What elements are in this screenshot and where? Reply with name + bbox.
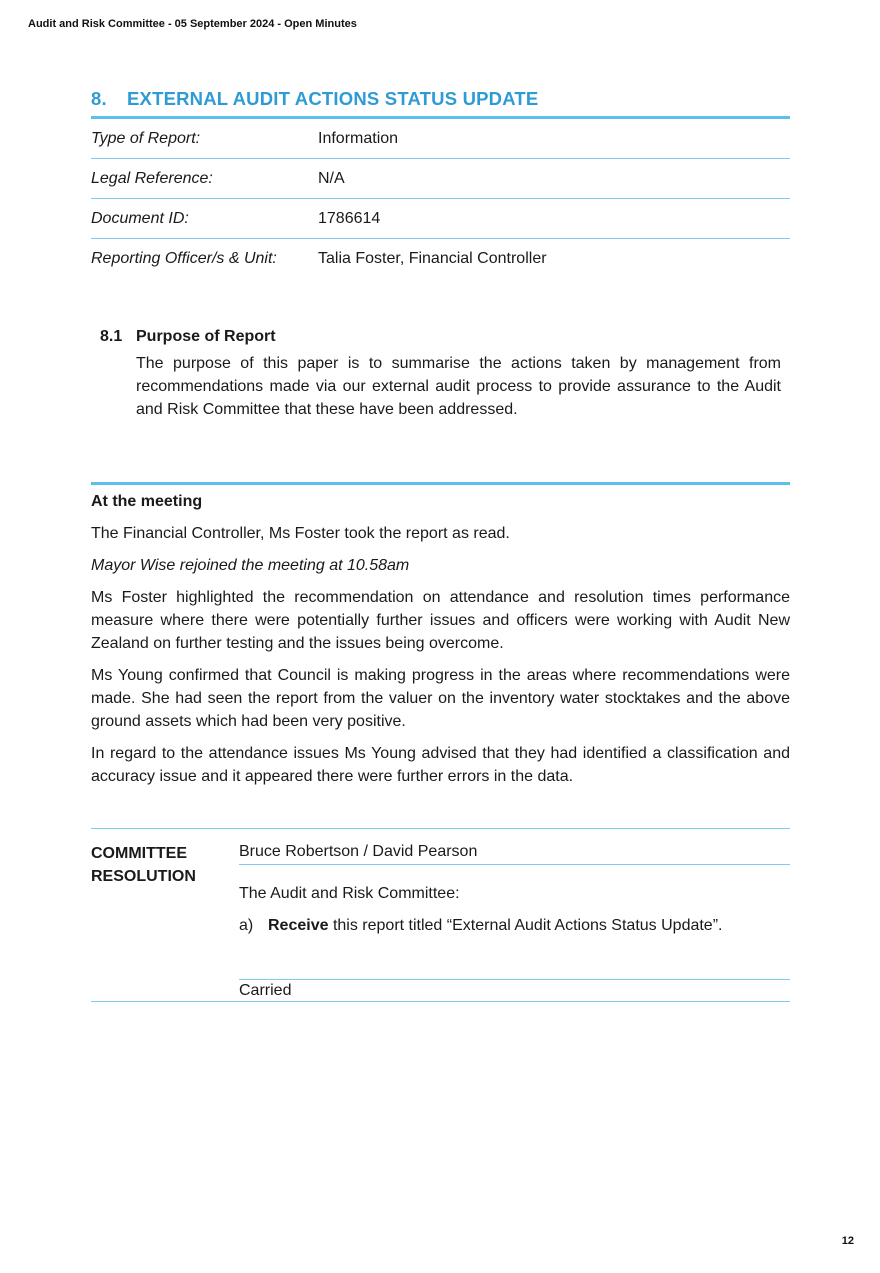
section-title-text: EXTERNAL AUDIT ACTIONS STATUS UPDATE xyxy=(127,88,539,109)
resolution-item-verb: Receive xyxy=(268,917,329,934)
meta-row xyxy=(91,199,790,239)
meeting-paragraph: The Financial Controller, Ms Foster took the report as read. xyxy=(91,525,510,542)
meta-value: 1786614 xyxy=(318,199,790,239)
section-number: 8. xyxy=(91,88,107,109)
resolution-label-line: COMMITTEE xyxy=(91,845,187,862)
resolution-item xyxy=(239,917,722,935)
resolution-item-text: this report titled “External Audit Actions Status Update”. xyxy=(328,917,723,934)
meeting-heading: At the meeting xyxy=(91,493,203,510)
resolution-movers: Bruce Robertson / David Pearson xyxy=(239,842,790,865)
resolution-item-letter: a) xyxy=(239,917,254,934)
resolution-carried: Carried xyxy=(239,979,790,1000)
purpose-heading xyxy=(100,328,790,346)
meta-row xyxy=(91,119,790,159)
resolution-label-line: RESOLUTION xyxy=(91,868,196,885)
section-title xyxy=(91,88,790,119)
meeting-paragraph: Ms Foster highlighted the recommendation on attendance and resolution times performance measure where there were potentially further issues and officers were working with Audit New Zealand on further testing and the issues being overcome. xyxy=(91,589,790,652)
purpose-section xyxy=(91,328,790,421)
meta-row xyxy=(91,159,790,199)
purpose-body: The purpose of this paper is to summarise the actions taken by management from recommendations made via our external audit process to provide assurance to the Audit and Risk Committee that these have been addressed. xyxy=(136,355,781,418)
meeting-note: Mayor Wise rejoined the meeting at 10.58am xyxy=(91,557,410,574)
resolution-label xyxy=(91,842,231,888)
meta-label: Type of Report: xyxy=(91,119,318,159)
resolution-committee: The Audit and Risk Committee: xyxy=(239,885,460,902)
meta-label: Document ID: xyxy=(91,199,318,239)
running-header: Audit and Risk Committee - 05 September 2024 - Open Minutes xyxy=(28,18,357,30)
report-metadata-table xyxy=(91,119,790,278)
meta-label: Legal Reference: xyxy=(91,159,318,199)
meta-value: N/A xyxy=(318,159,790,199)
document-content xyxy=(91,88,790,1002)
purpose-heading-text: Purpose of Report xyxy=(136,328,276,345)
meeting-paragraph: In regard to the attendance issues Ms Young advised that they had identified a classification and accuracy issue and it appeared there were further errors in the data. xyxy=(91,745,790,785)
meta-row xyxy=(91,239,790,279)
meta-value: Talia Foster, Financial Controller xyxy=(318,249,547,267)
meeting-paragraph: Ms Young confirmed that Council is making progress in the areas where recommendations were made. She had seen the report from the valuer on the inventory water stocktakes and the above ground assets which had been very positive. xyxy=(91,667,790,730)
meeting-section xyxy=(91,482,790,788)
page-number: 12 xyxy=(841,1235,854,1247)
meta-label: Reporting Officer/s & Unit: xyxy=(91,249,277,267)
meta-value: Information xyxy=(318,119,790,159)
purpose-number: 8.1 xyxy=(100,328,123,345)
committee-resolution xyxy=(91,828,790,1002)
